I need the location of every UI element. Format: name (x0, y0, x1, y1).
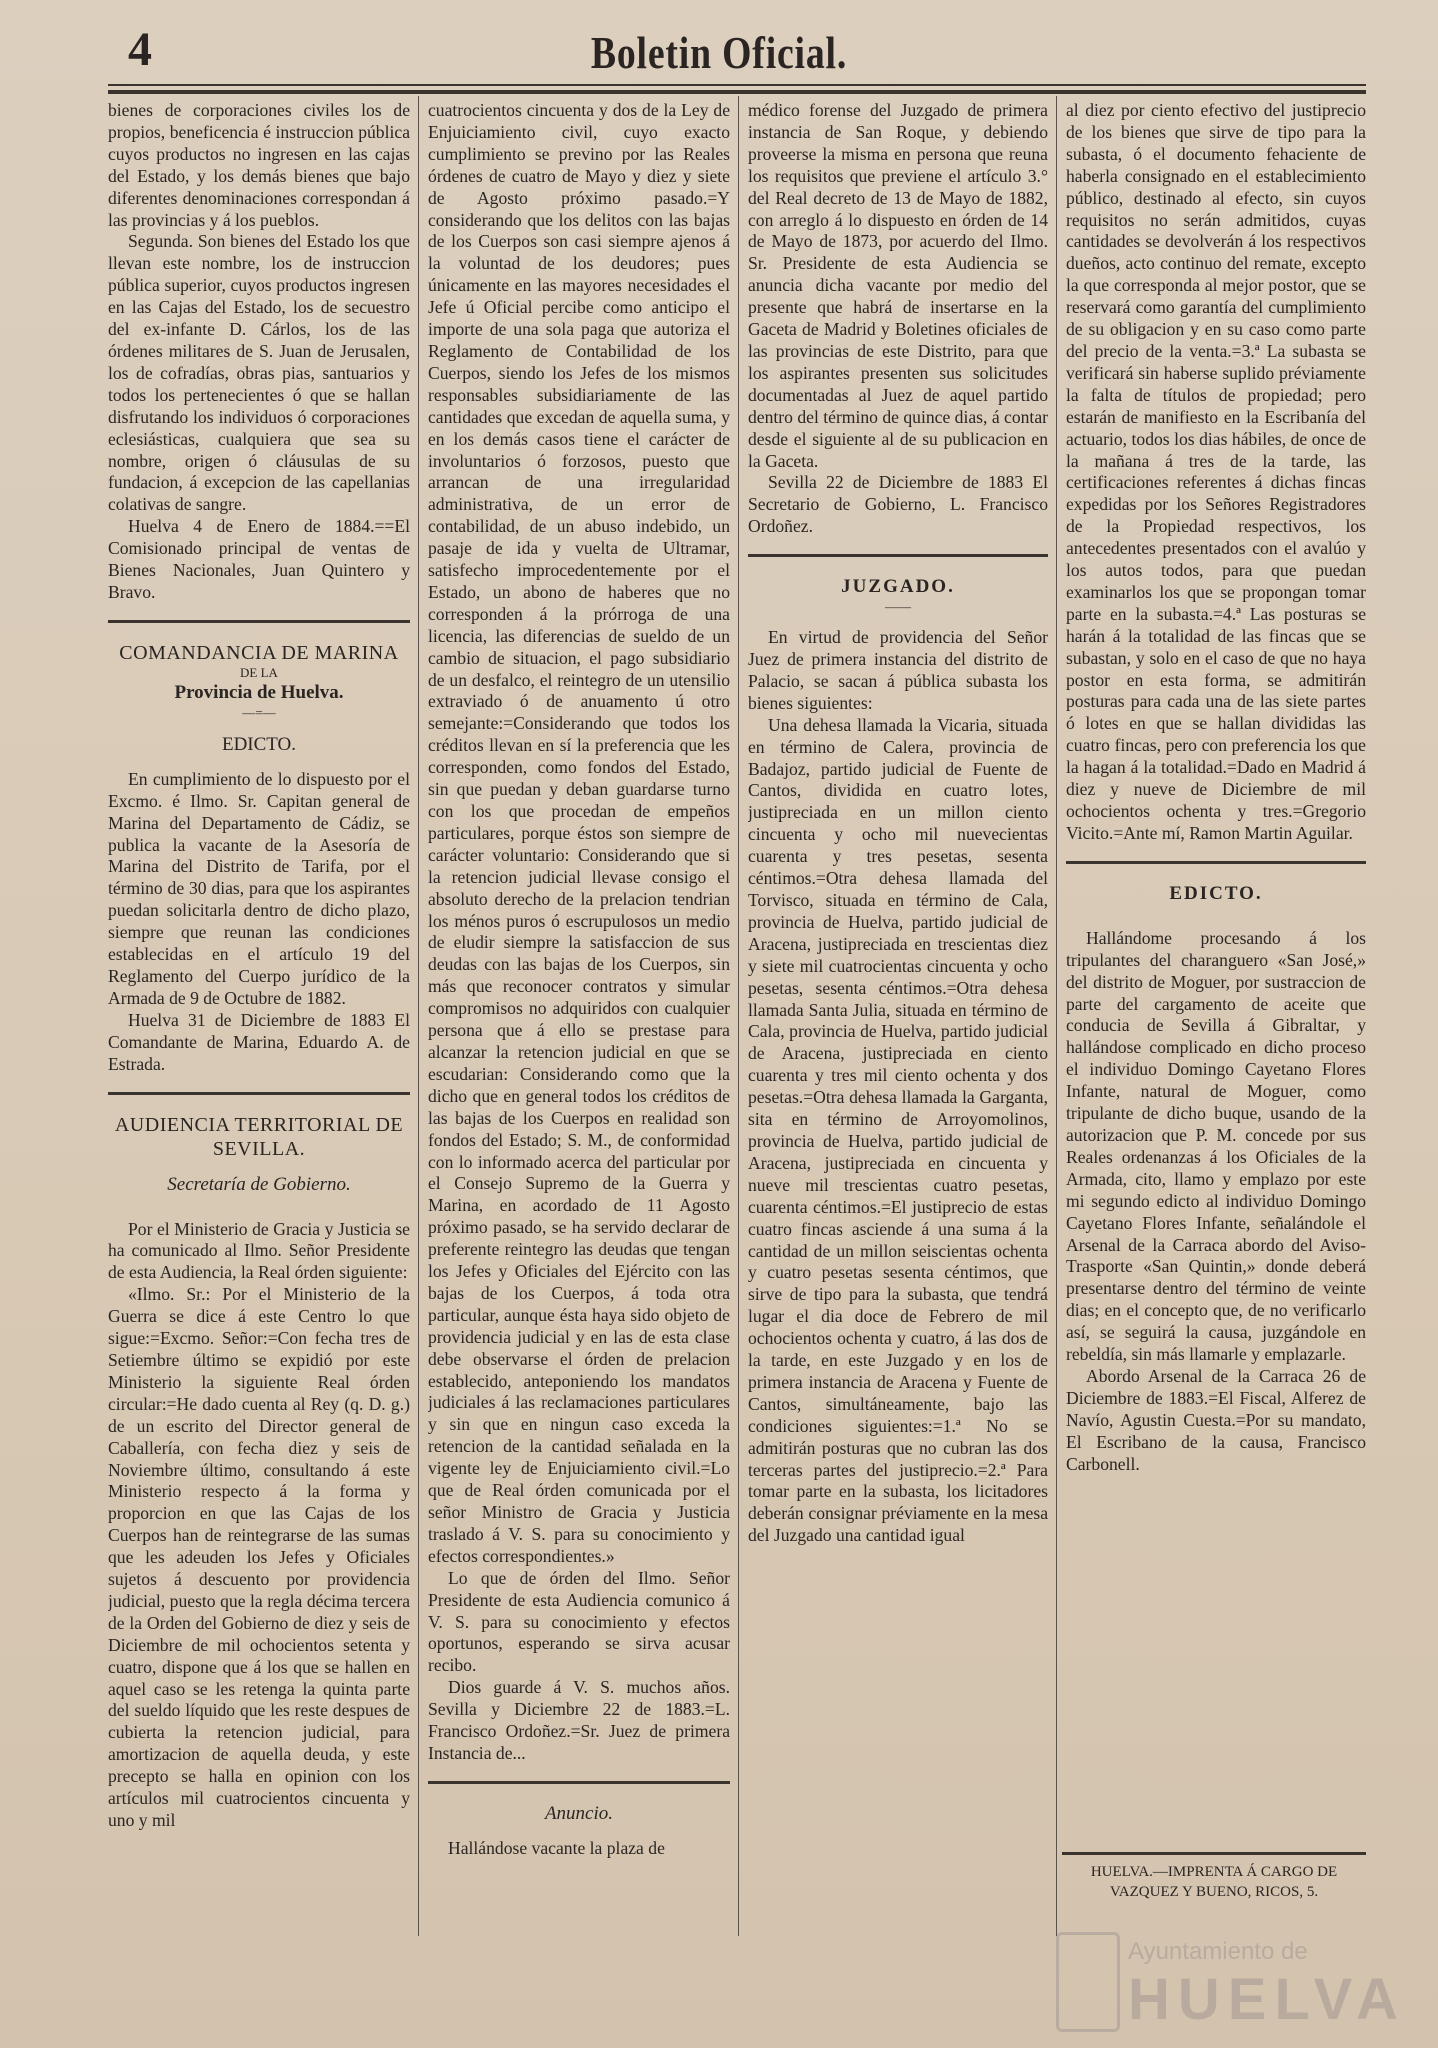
paragraph: Huelva 31 de Diciembre de 1883 El Comandante de Marina, Eduardo A. de Estrada. (108, 1009, 410, 1074)
section-heading: JUZGADO. (841, 576, 955, 598)
section-rule (748, 554, 1048, 557)
column-3 (748, 100, 1048, 1930)
paragraph: Segunda. Son bienes del Estado los que llevan este nombre, los de instruccion pública superior, cuyos productos ingresen en las Cajas del Estado, los de secuestro del ex-infante D. Cárlos, los de las órdenes militares de S. Juan de Jerusalen, los de cofradías, obras pias, santuarios y todos los pertenecientes ó que se hallan disfrutando los individuos ó corporaciones eclesiásticas, cualquiera que sea su nombre, origen ó cláusulas de su fundacion, á excepcion de las capellanias colativas de sangre. (108, 231, 410, 515)
section-rule (108, 620, 410, 623)
paragraph: cuatrocientos cincuenta y dos de la Ley de Enjuiciamiento civil, cuyo exacto cumplimiento se previno por las Reales órdenes de cuatro de Mayo y diez y siete de Agosto próximo pasado.=Y considerando que los delitos con las bajas de los Cuerpos son casi siempre ajenos á la voluntad de los deudores; pues únicamente en las mayores necesidades el Jefe ú Oficial percibe como anticipo el importe de una sola paga que autoriza el Reglamento de Contabilidad de los Cuerpos, siendo los Jefes de los mismos responsables subsidiariamente de las cantidades que excedan de aquella suma, y en los demás casos tiene el carácter de involuntarios ó forzosos, puesto que arrancan de una irregularidad administrativa, de un error de contabilidad, de un abuso indebido, un pasaje de ida y vuelta de Ultramar, satisfecho improcedentemente por el Estado, un abono de haberes que no corresponden á la prórroga de una licencia, las diferencias de sueldo de un cambio de situacion, el pago subsidiario de un desfalco, el reintegro de un utensilio extraviado ó de anuamento ú otro semejante:=Considerando que todos los créditos llevan en sí la preferencia que les corresponden, como fondos del Estado, sin que puedan y deban guardarse turno con los que procedan de empeños particulares, porque éstos son siempre de carácter voluntario: Considerando que si la retencion judicial llevase consigo el absoluto derecho de la prelacion tendrian los ménos puros ó escrupulosos un medio de eludir siempre la satisfaccion de sus deudas con las bajas de los Cuerpos, sin más que reconocer contratos y simular compromisos no adquiridos con cualquier persona que á ello se prestase para alcanzar la retencion judicial en que se escudarian: Considerando como que la dicho que en general todos los créditos de las bajas de los Cuerpos en realidad son fondos del Estado; S. M., de conformidad con lo informado acerca del particular por el Consejo Supremo de la Guerra y Marina, en acordado de 11 Agosto próximo pasado, se ha servido declarar de preferente reintegro las deudas que tengan los Jefes y Oficiales del Ejército con las bajas de los Cuerpos, á toda otra particular, aunque ésta haya sido objeto de providencia judicial y en las de esta clase debe observarse el órden de prelacion establecido, anteponiendo los mandatos judiciales á las reclamaciones particulares y sin que en ningun caso exceda la retencion de la cantidad señalada en la vigente ley de Enjuiciamiento civil.=Lo que de Real órden comunicada por el señor Ministro de Gracia y Justicia traslado á V. S. para su conocimiento y efectos correspondientes.» (428, 100, 730, 1566)
ornament: —=— (242, 704, 276, 720)
edicto-heading: EDICTO. (221, 733, 297, 755)
paragraph: Lo que de órden del Ilmo. Señor Presidente de esta Audiencia comunico á V. S. para su conocimiento y efectos oportunos, esperando se sirva acusar recibo. (428, 1567, 730, 1676)
masthead-title: Boletin Oficial. (590, 27, 848, 78)
column-4 (1066, 100, 1366, 1930)
section-rule (428, 1781, 730, 1784)
imprint-rule (1062, 1852, 1366, 1855)
header-rule-thick (108, 90, 1366, 94)
section-heading-sub: DE LA (240, 664, 278, 680)
column-2 (428, 100, 730, 1930)
paragraph: médico forense del Juzgado de primera instancia de San Roque, y debiendo proveerse la misma en persona que reuna los requisitos que previene el artículo 3.° del Real decreto de 13 de Mayo de 1882, con arreglo á lo dispuesto en órden de 14 de Mayo de 1873, por acuerdo del Ilmo. Sr. Presidente de esta Audiencia se anuncia dicha vacante por medio del presente que habrá de insertarse en la Gaceta de Madrid y Boletines oficiales de las provincias de este Distrito, para que los aspirantes presenten sus solicitudes documentadas al Juez de aquel partido dentro del término de quince dias, á contar desde el siguiente al de su publicacion en la Gaceta. (748, 100, 1048, 471)
header-rule (108, 84, 1366, 86)
paragraph: Por el Ministerio de Gracia y Justicia se ha comunicado al Ilmo. Señor Presidente de esta Audiencia, la Real órden siguiente: (108, 1218, 410, 1283)
section-subheading: Secretaría de Gobierno. (167, 1173, 351, 1195)
section-heading: COMANDANCIA DE MARINA (119, 641, 399, 664)
column-1 (108, 100, 410, 1930)
imprint (1062, 1862, 1366, 1902)
column-divider (1056, 96, 1057, 1936)
column-divider (738, 96, 739, 1936)
imprint-line: HUELVA.—IMPRENTA Á CARGO DE (1090, 1864, 1338, 1880)
anuncio-heading: Anuncio. (544, 1802, 614, 1824)
paragraph: bienes de corporaciones civiles los de propios, beneficencia é instruccion pública cuyos productos no ingresen en las cajas del Estado, y los demás bienes que bajo diferentes denominaciones correspondan á las provincias y á los pueblos. (108, 100, 410, 230)
paragraph: Huelva 4 de Enero de 1884.==El Comisionado principal de ventas de Bienes Nacionales, Juan Quintero y Bravo. (108, 516, 410, 602)
paragraph: Sevilla 22 de Diciembre de 1883 El Secretario de Gobierno, L. Francisco Ordoñez. (748, 472, 1048, 537)
paragraph: Hallándome procesando á los tripulantes del charanguero «San José,» del distrito de Moguer, por sustraccion de parte del cargamento de aceite que conducia de Sevilla á Gibraltar, y hallándose complicado en dicho proceso el individuo Domingo Cayetano Flores Infante, natural de Moguer, como tripulante de dicho buque, usando de la autorizacion que P. M. concede por sus Reales ordenanzas á los Oficiales de la Armada, cito, llamo y emplazo por este mi segundo edicto al individuo Domingo Cayetano Flores Infante, señalándole el Arsenal de la Carraca abordo del Aviso-Trasporte «San Quintin,» donde deberá presentarse dentro del término de veinte dias; en el concepto que, de no verificarlo así, se seguirá la causa, juzgándole en rebeldía, sin más llamarle y emplazarle. (1066, 927, 1366, 1365)
paragraph: Abordo Arsenal de la Carraca 26 de Diciembre de 1883.=El Fiscal, Alferez de Navío, Agustin Cuesta.=Por su mandato, El Escribano de la causa, Francisco Carbonell. (1066, 1365, 1366, 1474)
paragraph: Hallándose vacante la plaza de (448, 1837, 665, 1858)
section-rule (1066, 861, 1366, 864)
paragraph: En cumplimiento de lo dispuesto por el Excmo. é Ilmo. Sr. Capitan general de Marina del Departamento de Cádiz, se publica la vacante de la Asesoría de Marina del Distrito de Tarifa, por el término de 30 dias, para que los aspirantes puedan solicitarla dentro de dicho plazo, siempre que reunan las condiciones establecidas en el artículo 19 del Reglamento del Cuerpo jurídico de la Armada de 9 de Octubre de 1882. (108, 768, 410, 1008)
paragraph: En virtud de providencia del Señor Juez de primera instancia del distrito de Palacio, se sacan á pública subasta los bienes siguientes: (748, 627, 1048, 713)
paragraph: al diez por ciento efectivo del justiprecio de los bienes que sirve de tipo para la subasta, ó el documento fehaciente de haberla consignado en el establecimiento público, destinado al efecto, sin cuyos requisitos no serán admitidos, cuyas cantidades se devolverán á los respectivos dueños, acto continuo del remate, excepto la que corresponda al mejor postor, que se reservará como garantía del cumplimiento de su obligacion y en su caso como parte del precio de la venta.=3.ª La subasta se verificará sin haberse suplido préviamente la falta de títulos de propiedad; pero estarán de manifiesto en la Escribanía del actuario, todos los dias hábiles, de once de la mañana á tres de la tarde, las certificaciones referentes á dichas fincas expedidas por los Señores Registradores de la Propiedad respectivos, los antecedentes presentados con el avalúo y los autos todos, para que puedan examinarlos los que se propongan tomar parte en la subasta.=4.ª Las posturas se harán á la totalidad de las fincas que se subastan, y solo en el caso de que no haya postor en esta forma, se admitirán posturas para cada una de las siete partes ó lotes en que se hallan divididas las cuatro fincas, pero con preferencia los que la hagan á la totalidad.=Dado en Madrid á diez y nueve de Diciembre de mil ochocientos ochenta y tres.=Gregorio Vicito.=Ante mí, Ramon Martin Aguilar. (1066, 100, 1366, 843)
imprint-line: VAZQUEZ Y BUENO, RICOS, 5. (1109, 1884, 1319, 1900)
edicto-heading: EDICTO. (1169, 882, 1263, 904)
section-heading-province: Provincia de Huelva. (174, 681, 344, 703)
watermark-text: HUELVA (1128, 1967, 1406, 2032)
section-rule (108, 1092, 410, 1095)
watermark-text: Ayuntamiento de (1128, 1938, 1308, 1965)
page-number: 4 (128, 23, 152, 76)
section-heading: AUDIENCIA TERRITORIAL DE SEVILLA. (114, 1113, 404, 1160)
column-divider (418, 96, 419, 1936)
ornament: —— (885, 599, 911, 615)
paragraph: «Ilmo. Sr.: Por el Ministerio de la Guerra se dice á este Centro lo que sigue:=Excmo. Señor:=Con fecha tres de Setiembre último se expidió por este Ministerio la siguiente Real órden circular:=He dado cuenta al Rey (q. D. g.) de un escrito del Director general de Caballería, con fecha diez y seis de Noviembre último, consultando á este Ministerio respecto á la forma y proporcion en que las Cajas de los Cuerpos han de reintegrarse de las sumas que les adeuden los Jefes y Oficiales sujetos á descuento por providencia judicial, puesto que la regla décima tercera de la Orden del Gobierno de diez y seis de Diciembre de mil ochocientos setenta y cuatro, dispone que á los que se hallen en aquel caso se les retenga la quinta parte del sueldo líquido que les reste despues de cubierta la retencion judicial, para amortizacion de aquella deuda, y este precepto se halla en opinion con los artículos mil cuatrocientos cincuenta y uno y mil (108, 1284, 410, 1830)
city-shield-icon (1056, 1932, 1120, 2032)
paragraph: Una dehesa llamada la Vicaria, situada en término de Calera, provincia de Badajoz, partido judicial de Fuente de Cantos, dividida en cuatro lotes, justipreciada en un millon ciento cincuenta y ocho mil nuevecientas cuarenta y tres pesetas, sesenta céntimos.=Otra dehesa llamada del Torvisco, situada en término de Cala, provincia de Huelva, partido judicial de Aracena, justipreciada en trescientas diez y siete mil cuatrocientas cincuenta y ocho pesetas, sesenta céntimos.=Otra dehesa llamada Santa Julia, situada en término de Cala, provincia de Huelva, partido judicial de Aracena, justipreciada en ciento cuarenta y tres mil ciento ochenta y dos pesetas.=Otra dehesa llamada la Garganta, sita en término de Arroyomolinos, provincia de Huelva, partido judicial de Aracena, justipreciada en cincuenta y nueve mil trescientas cuatro pesetas, cuarenta céntimos.=El justiprecio de estas cuatro fincas asciende á una suma á la cantidad de un millon seiscientas ochenta y cuatro pesetas sesenta céntimos, que sirve de tipo para la subasta, que tendrá lugar el dia doce de Febrero de mil ochocientos ochenta y cuatro, á las dos de la tarde, en este Juzgado y en los de primera instancia de Aracena y Fuente de Cantos, simultáneamente, bajo las condiciones siguientes:=1.ª No se admitirán posturas que no cubran las dos terceras partes del justiprecio.=2.ª Para tomar parte en la subasta, los licitadores deberán consignar préviamente en la mesa del Juzgado una cantidad igual (748, 714, 1048, 1546)
paragraph: Dios guarde á V. S. muchos años. Sevilla y Diciembre 22 de 1883.=L. Francisco Ordoñez.=Sr. Juez de primera Instancia de... (428, 1677, 730, 1763)
